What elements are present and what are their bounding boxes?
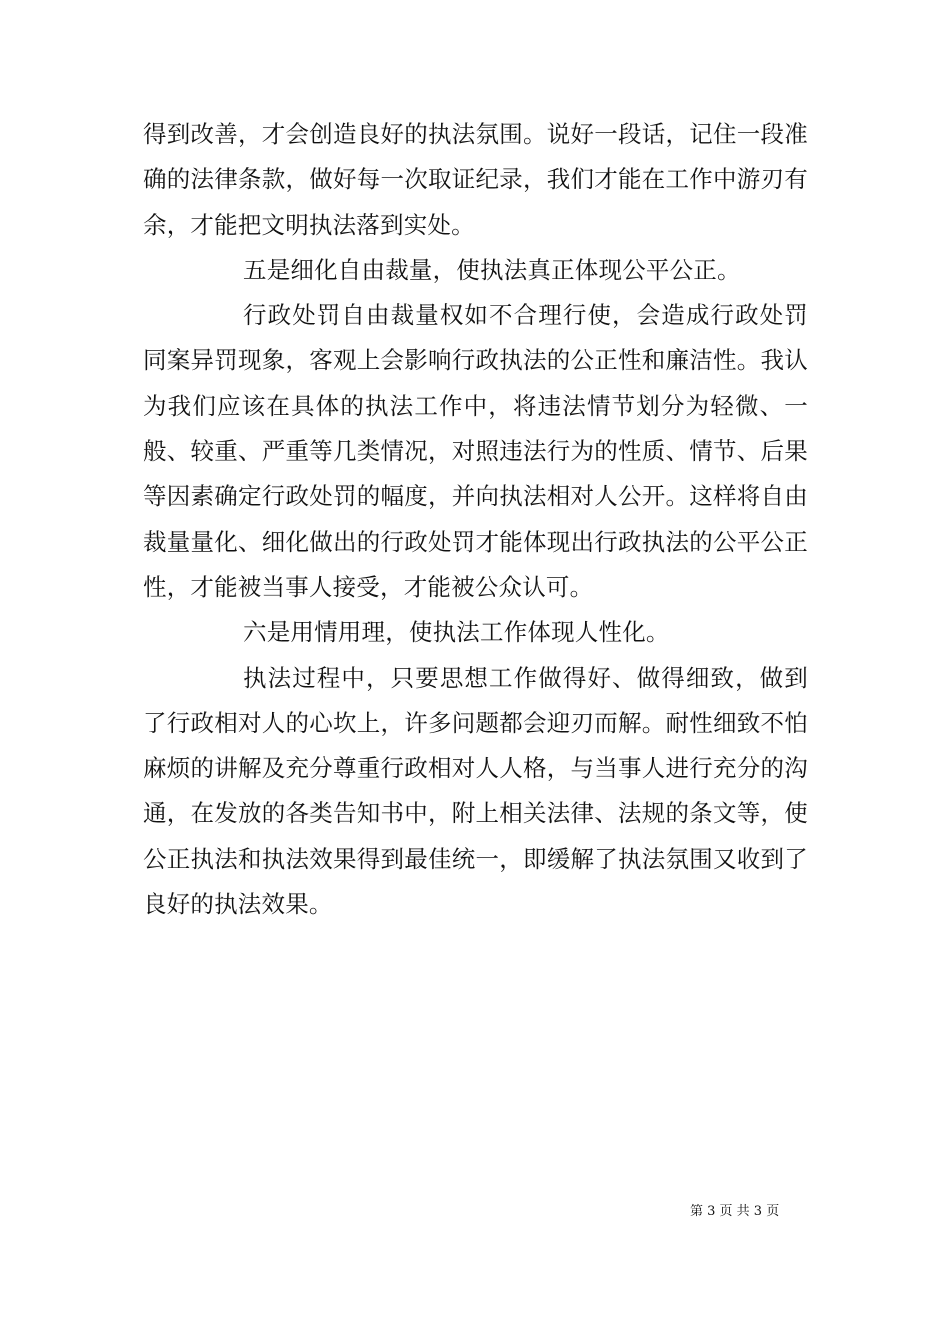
document-body — [143, 112, 808, 927]
paragraph-2: 行政处罚自由裁量权如不合理行使，会造成行政处罚同案异罚现象，客观上会影响行政执法的公正性和廉洁性。我认为我们应该在具体的执法工作中，将违法情节划分为轻微、一般、较重、严重等几类情况，对照违法行为的性质、情节、后果等因素确定行政处罚的幅度，并向执法相对人公开。这样将自由裁量量化、细化做出的行政处罚才能体现出行政执法的公平公正性，才能被当事人接受，才能被公众认可。 — [143, 301, 808, 601]
section-heading-5: 五是细化自由裁量，使执法真正体现公平公正。 — [243, 255, 741, 284]
section-heading-6: 六是用情用理，使执法工作体现人性化。 — [243, 618, 670, 647]
page-number: 第 3 页 共 3 页 — [690, 1204, 780, 1219]
paragraph-3: 执法过程中，只要思想工作做得好、做得细致，做到了行政相对人的心坎上，许多问题都会迎刃而解。耐性细致不怕麻烦的讲解及充分尊重行政相对人人格，与当事人进行充分的沟通，在发放的各类告知书中，附上相关法律、法规的条文等，使公正执法和执法效果得到最佳统一，即缓解了执法氛围又收到了良好的执法效果。 — [143, 663, 808, 919]
paragraph-1: 得到改善，才会创造良好的执法氛围。说好一段话，记住一段准确的法律条款，做好每一次取证纪录，我们才能在工作中游刃有余，才能把文明执法落到实处。 — [143, 120, 808, 239]
